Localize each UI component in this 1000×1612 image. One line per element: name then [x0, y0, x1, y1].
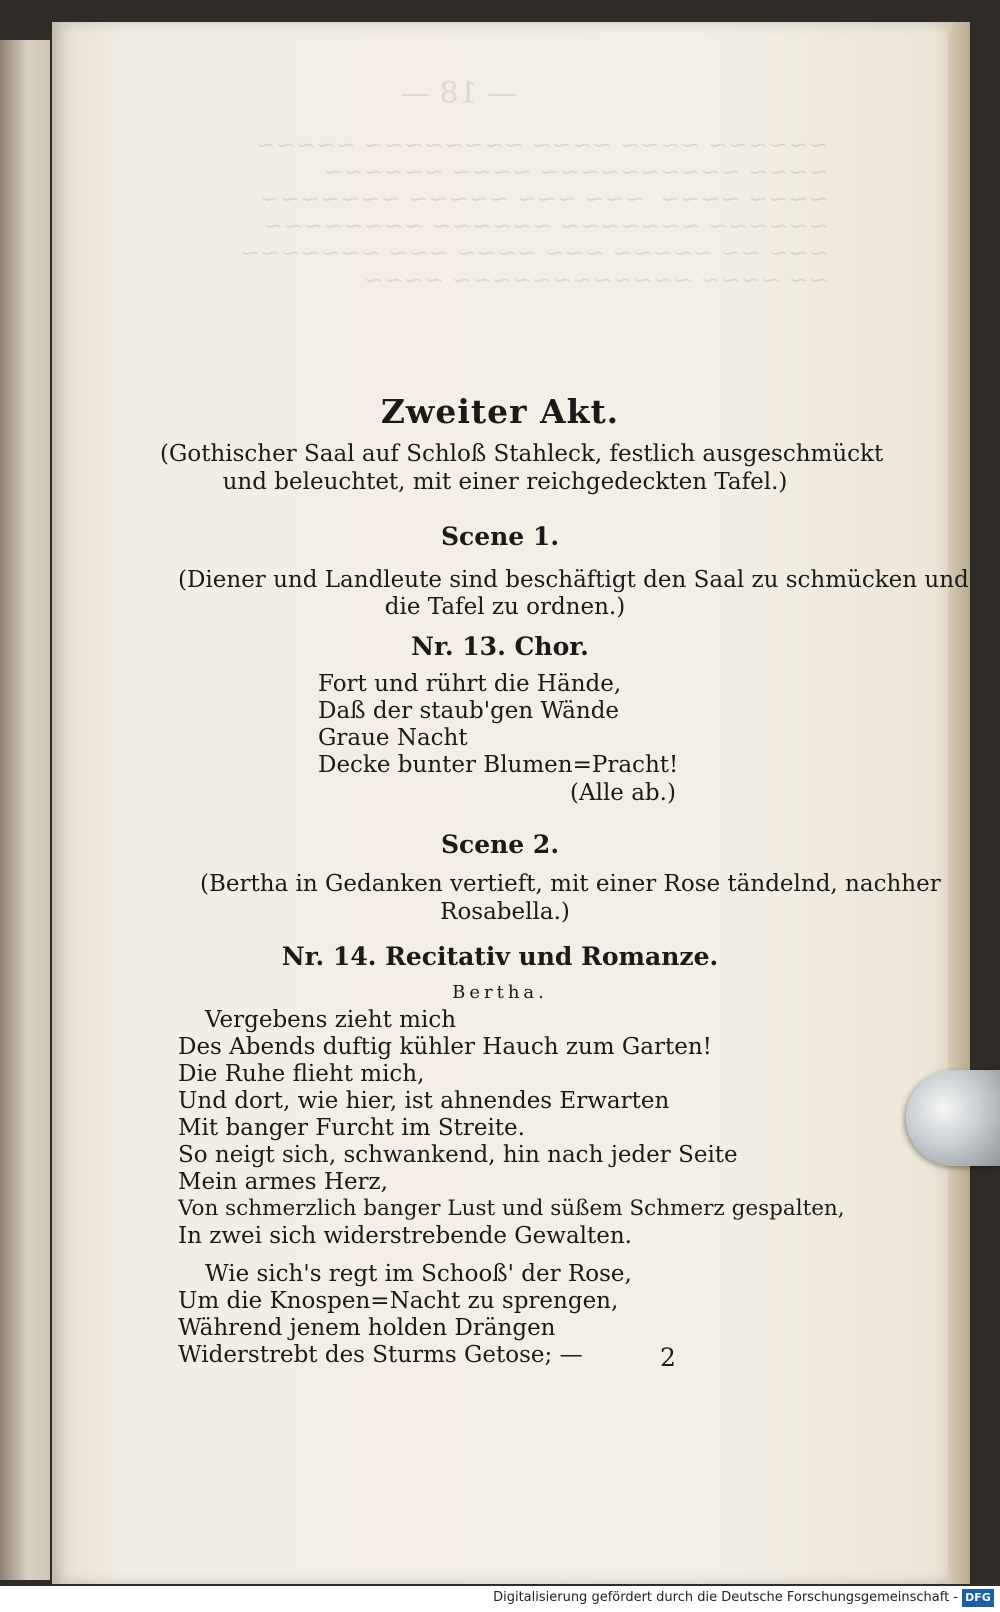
verse-line: Und dort, wie hier, ist ahnendes Erwarten: [178, 1088, 670, 1114]
verse-line: Mein armes Herz,: [178, 1169, 388, 1195]
scene-2-direction-line: Rosabella.): [440, 899, 570, 925]
verse-line: Wie sich's regt im Schooß' der Rose,: [205, 1261, 632, 1287]
verse-line: Die Ruhe flieht mich,: [178, 1061, 425, 1087]
act-setting-line: (Gothischer Saal auf Schloß Stahleck, festlich ausgeschmückt: [160, 441, 884, 467]
dfg-logo: DFG: [962, 1589, 994, 1607]
verse-line: So neigt sich, schwankend, hin nach jeder Seite: [178, 1142, 738, 1168]
footer-credit: Digitalisierung gefördert durch die Deutsche Forschungsgemeinschaft -: [493, 1590, 958, 1605]
verse-line: Von schmerzlich banger Lust und süßem Schmerz gespalten,: [178, 1196, 845, 1221]
verse-line: Des Abends duftig kühler Hauch zum Garten!: [178, 1034, 712, 1060]
scene-1-direction-line: die Tafel zu ordnen.): [384, 594, 626, 620]
verse-line: In zwei sich widerstrebende Gewalten.: [178, 1223, 632, 1249]
verse-line: Graue Nacht: [318, 725, 468, 751]
stage-direction: (Alle ab.): [570, 780, 676, 806]
nr-13-title: Nr. 13. Chor.: [411, 632, 589, 661]
scene-2-direction-line: (Bertha in Gedanken vertieft, mit einer Rose tändelnd, nachher: [200, 871, 941, 897]
digitization-footer: [0, 1586, 1000, 1612]
verse-line: Um die Knospen=Nacht zu sprengen,: [178, 1288, 619, 1314]
scene-1-direction-line: (Diener und Landleute sind beschäftigt den Saal zu schmücken und: [178, 567, 969, 593]
speaker-name: Bertha.: [452, 982, 548, 1003]
scene-1-title: Scene 1.: [440, 522, 560, 551]
verse-line: Fort und rührt die Hände,: [318, 671, 622, 697]
act-title: Zweiter Akt.: [380, 392, 620, 431]
verse-line: Mit banger Furcht im Streite.: [178, 1115, 525, 1141]
verse-line: Widerstrebt des Sturms Getose; —: [178, 1342, 583, 1368]
act-setting-line: und beleuchtet, mit einer reichgedeckten Tafel.): [222, 469, 788, 495]
verse-line: Decke bunter Blumen=Pracht!: [318, 752, 679, 778]
bleed-through-page-number: — 18 —: [400, 76, 518, 111]
verse-line: Vergebens zieht mich: [205, 1007, 457, 1033]
nr-14-title: Nr. 14. Recitativ und Romanze.: [281, 942, 719, 971]
scene-2-title: Scene 2.: [440, 830, 560, 859]
verse-line: Daß der staub'gen Wände: [318, 698, 620, 724]
bleed-through-text: ~~~~~~ ~~~~ ~~~~ ~~~~~~~~ ~~~~~ ~~~~ ~~~~~~~~~~ ~~~~ ~~~~~~ ~~~~ ~~~~ ~~~ ~~~ ~~~~~ ~~~~~~~ ~~~~~~ ~~~~~~~ ~~~~~~ ~~~~~~~~ ~~~ ~~ ~~~~~ ~~~ ~~~~ ~~~ ~~~~~~~ ~~ ~~~~ ~~~~~~~~~~~~ ~~~~: [240, 131, 829, 294]
page-number: 2: [660, 1343, 676, 1372]
verse-line: Während jenem holden Drängen: [178, 1315, 556, 1341]
